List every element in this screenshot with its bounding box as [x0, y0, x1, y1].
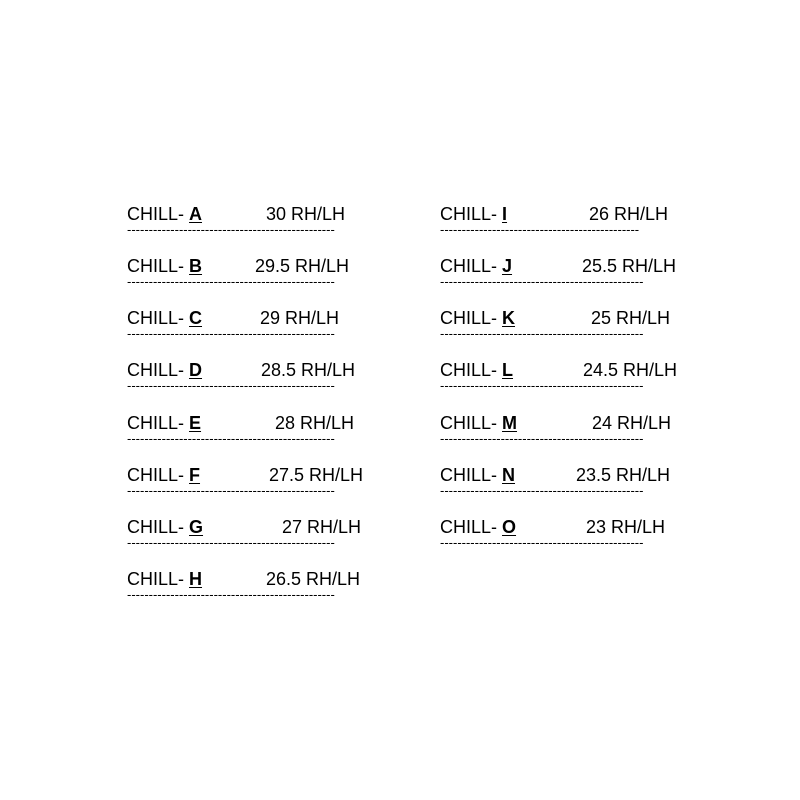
chill-value: 24 RH/LH	[592, 413, 672, 433]
chill-label	[440, 359, 513, 381]
dashed-separator: -----------------------------------------------	[440, 484, 644, 498]
chill-label	[127, 464, 200, 486]
chill-value: 24.5 RH/LH	[583, 360, 678, 380]
chill-entry-g	[127, 516, 377, 560]
chill-letter: H	[189, 569, 203, 589]
chill-entry-a	[127, 203, 377, 247]
chill-value: 29 RH/LH	[260, 308, 340, 328]
chill-letter: D	[189, 360, 203, 380]
dashed-separator: -----------------------------------------------	[440, 275, 644, 289]
chill-label	[440, 307, 515, 329]
chill-entry-o	[440, 516, 690, 560]
chill-value: 26.5 RH/LH	[266, 569, 361, 589]
chill-letter: K	[502, 308, 516, 328]
chill-prefix: CHILL-	[127, 204, 190, 224]
chill-prefix: CHILL-	[440, 517, 503, 537]
chill-prefix: CHILL-	[440, 360, 503, 380]
chill-prefix: CHILL-	[440, 204, 503, 224]
chill-value: 25 RH/LH	[591, 308, 671, 328]
dashed-separator: ------------------------------------------------	[127, 275, 335, 289]
chill-letter: G	[189, 517, 204, 537]
chill-letter: F	[189, 465, 201, 485]
chill-letter: A	[189, 204, 203, 224]
chill-label	[127, 516, 203, 538]
dashed-separator: ------------------------------------------------	[127, 432, 335, 446]
chill-entry-j	[440, 255, 690, 299]
chill-label	[127, 359, 202, 381]
dashed-separator: -----------------------------------------------	[440, 536, 644, 550]
chill-entry-h	[127, 568, 377, 612]
chill-prefix: CHILL-	[127, 569, 190, 589]
chill-letter: L	[502, 360, 514, 380]
chill-label	[440, 203, 507, 225]
chill-entry-e	[127, 412, 377, 456]
chill-letter: E	[189, 413, 202, 433]
chill-prefix: CHILL-	[440, 308, 503, 328]
chill-letter: C	[189, 308, 203, 328]
chill-label	[440, 255, 512, 277]
dashed-separator: -----------------------------------------------	[440, 432, 644, 446]
dashed-separator: -----------------------------------------------	[440, 327, 644, 341]
chill-label	[127, 255, 202, 277]
chill-entry-m	[440, 412, 690, 456]
chill-label	[440, 412, 517, 434]
chill-prefix: CHILL-	[440, 413, 503, 433]
chill-value: 28.5 RH/LH	[261, 360, 356, 380]
dashed-separator: ------------------------------------------------	[127, 379, 335, 393]
chill-letter: O	[502, 517, 517, 537]
dashed-separator: ----------------------------------------------	[440, 223, 640, 237]
chill-letter: I	[502, 204, 508, 224]
dashed-separator: ------------------------------------------------	[127, 588, 335, 602]
chill-prefix: CHILL-	[127, 413, 190, 433]
chill-entry-n	[440, 464, 690, 508]
chill-prefix: CHILL-	[440, 256, 503, 276]
chill-prefix: CHILL-	[127, 256, 190, 276]
chill-label	[440, 464, 515, 486]
chill-entry-d	[127, 359, 377, 403]
dashed-separator: -----------------------------------------------	[440, 379, 644, 393]
chill-letter: M	[502, 413, 518, 433]
chill-letter: B	[189, 256, 203, 276]
chill-label	[127, 307, 202, 329]
chill-letter: J	[502, 256, 513, 276]
chill-letter: N	[502, 465, 516, 485]
chill-value: 25.5 RH/LH	[582, 256, 677, 276]
dashed-separator: ------------------------------------------------	[127, 484, 335, 498]
chill-value: 27 RH/LH	[282, 517, 362, 537]
chill-entry-f	[127, 464, 377, 508]
chill-value: 23.5 RH/LH	[576, 465, 671, 485]
dashed-separator: ------------------------------------------------	[127, 536, 335, 550]
chill-value: 29.5 RH/LH	[255, 256, 350, 276]
chill-label	[440, 516, 516, 538]
chill-prefix: CHILL-	[127, 465, 190, 485]
chill-entry-b	[127, 255, 377, 299]
chill-prefix: CHILL-	[440, 465, 503, 485]
chill-prefix: CHILL-	[127, 517, 190, 537]
chill-label	[127, 203, 202, 225]
chill-entry-c	[127, 307, 377, 351]
dashed-separator: ------------------------------------------------	[127, 327, 335, 341]
chill-label	[127, 412, 201, 434]
chill-value: 23 RH/LH	[586, 517, 666, 537]
chill-prefix: CHILL-	[127, 360, 190, 380]
chill-value: 30 RH/LH	[266, 204, 346, 224]
chill-value: 28 RH/LH	[275, 413, 355, 433]
chill-value: 26 RH/LH	[589, 204, 669, 224]
chill-prefix: CHILL-	[127, 308, 190, 328]
chill-entry-k	[440, 307, 690, 351]
chill-label	[127, 568, 202, 590]
chill-entry-l	[440, 359, 690, 403]
chill-value: 27.5 RH/LH	[269, 465, 364, 485]
dashed-separator: ------------------------------------------------	[127, 223, 335, 237]
chill-entry-i	[440, 203, 690, 247]
